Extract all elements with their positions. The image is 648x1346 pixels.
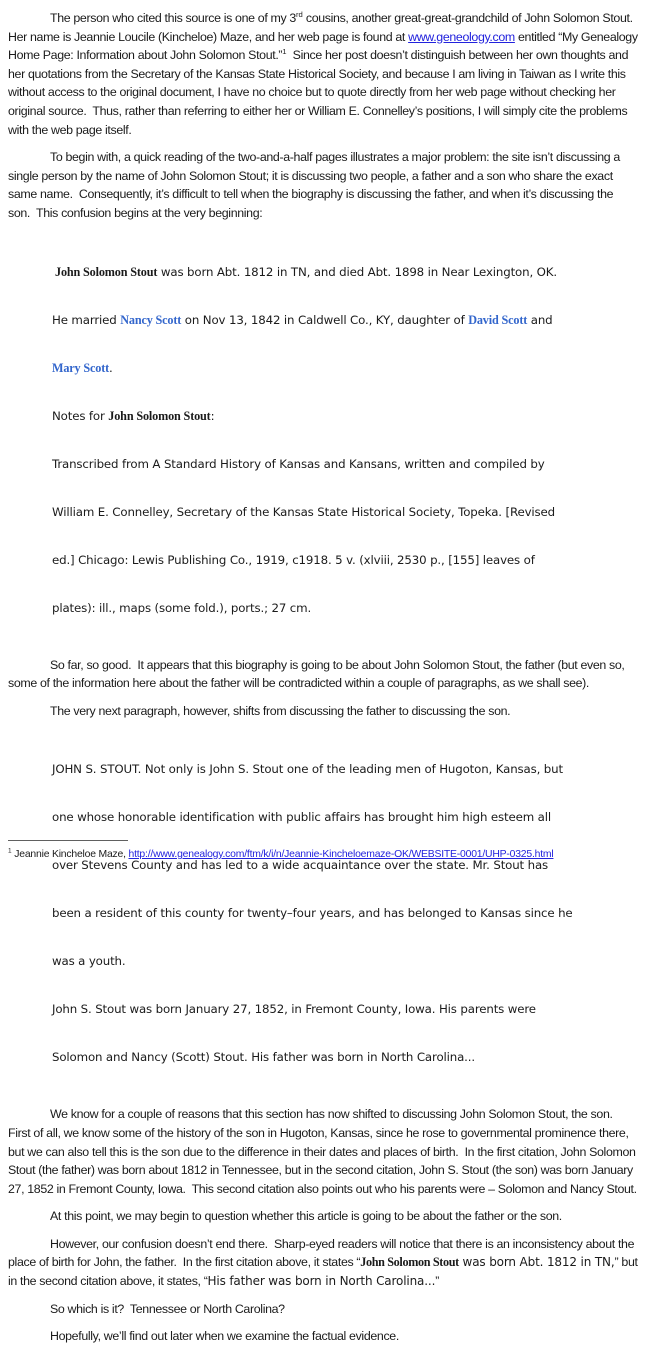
citation-line [52,408,638,424]
footnote-1 [8,848,638,861]
quoted-run-born-tn: was born Abt. 1812 in TN, [458,1255,615,1270]
intro-text-3: entitled “My Genealogy Home Page: Information about John Solomon Stout.” [8,29,641,63]
citation-text: was born Abt. 1812 in TN, and died Abt. 1898 in Near Lexington, OK. [157,264,557,279]
paragraph-question-father-or-son: At this point, we may begin to question whether this article is going to be about the father or the son. [50,1209,562,1224]
geneology-site-link[interactable]: www.geneology.com [408,29,515,44]
citation-line: John S. Stout was born January 27, 1852, in Fremont County, Iowa. His parents were [52,1002,536,1017]
footnote-url-link[interactable]: http://www.genealogy.com/ftm/k/i/n/Jeannie-Kincheloemaze-OK/WEBSITE-0001/UHP-0325.html [128,849,554,860]
intro-text-1: The person who cited this source is one of my 3 [50,11,296,25]
paragraph-which-is-it: So which is it? Tennessee or North Carolina? [50,1301,285,1316]
blockquote-second-citation [52,729,638,1097]
inconsistency-text-2: ” but in the second citation above, it states, “ [8,1255,641,1289]
paragraph-so-far-so-good: So far, so good. It appears that this biography is going to be about John Solomon Stout, the father (but even so, some of the information here about the father will be contradicted within a couple of paragraphs, as we shall see). [8,657,628,691]
person-name-john-solomon-stout: John Solomon Stout [55,264,158,279]
footnote-reference-mark: 1 [282,47,287,57]
citation-line: Transcribed from A Standard History of Kansas and Kansans, written and compiled by [52,456,545,471]
citation-line: over Stevens County and has led to a wide acquaintance over the state. Mr. Stout has [52,858,549,873]
linked-person-david-scott: David Scott [468,312,528,327]
footnote-citation-text: Jeannie Kincheloe Maze, [11,849,129,860]
citation-text: and [527,312,553,327]
paragraph-intro [8,9,641,139]
citation-line: plates): ill., maps (some fold.), ports.; 27 cm. [52,600,312,615]
citation-line: been a resident of this county for twenty–four years, and has belonged to Kansas since he [52,906,573,921]
citation-text: : [210,408,215,423]
ordinal-superscript: rd [295,9,303,19]
footnote-separator [8,840,128,841]
citation-text: He married [52,312,121,327]
citation-text: . [109,360,113,375]
paragraph-problem-overview: To begin with, a quick reading of the two-and-a-half pages illustrates a major problem: the site isn’t discussing a single person by the name of John Solomon Stout; it is discussing two people, a father and a son who share the exact same name. Consequently, it’s difficult to tell when the biography is discussing the father, and when it’s discussing the son. This confusion begins at the very beginning: [8,150,624,220]
citation-line [52,264,638,280]
inconsistency-text-3: ” [435,1274,440,1289]
paragraph-shift-to-son: The very next paragraph, however, shifts from discussing the father to discussing the son. [50,703,511,718]
blockquote-first-citation [52,232,638,648]
paragraph-hopefully: Hopefully, we’ll find out later when we examine the factual evidence. [50,1329,399,1344]
person-name-john-solomon-stout: John Solomon Stout [360,1255,459,1270]
citation-line: one whose honorable identification with public affairs has brought him high esteem all [52,810,551,825]
quoted-run-north-carolina: His father was born in North Carolina... [207,1274,436,1289]
person-name-john-solomon-stout: John Solomon Stout [108,408,211,423]
footnote-number: 1 [8,847,12,855]
citation-line: JOHN S. STOUT. Not only is John S. Stout one of the leading men of Hugoton, Kansas, but [52,762,563,777]
paragraph-inconsistency [8,1235,641,1291]
citation-text: Notes for [52,408,109,423]
linked-person-nancy-scott: Nancy Scott [120,312,182,327]
citation-text: on Nov 13, 1842 in Caldwell Co., KY, daughter of [181,312,469,327]
inconsistency-text-1: However, our confusion doesn’t end there. Sharp-eyed readers will notice that there is an inconsistency about the place of birth for John, the father. In the first citation above, it states “ [8,1236,638,1270]
citation-line: Solomon and Nancy (Scott) Stout. His father was born in North Carolina... [52,1050,475,1065]
intro-text-4: Since her post doesn’t distinguish between her own thoughts and her quotations from the Secretary of the Kansas State Historical Society, and because I am living in Taiwan as I write this without access to the original document, I have no choice but to quote directly from her web page without checking her original source. Thus, rather than referring to either her or William E. Connelley’s positions, I will simply cite the problems with the web page itself. [8,48,632,137]
footnote-area [8,840,638,861]
citation-line [52,360,638,376]
paragraph-reasons-son: We know for a couple of reasons that this section has now shifted to discussing John Solomon Stout, the son. First of all, we know some of the history of the son in Hugoton, Kansas, since he rose to governmental prominence there, but we can also tell this is the son due to the difference in their dates and places of birth. In the first citation, John Solomon Stout (the father) was born about 1812 in Tennessee, but in the second citation, John S. Stout (the son) was born January 27, 1852 in Fremont County, Iowa. This second citation also points out who his parents were – Solomon and Nancy Stout. [8,1107,639,1196]
citation-line: William E. Connelley, Secretary of the Kansas State Historical Society, Topeka. [Revised [52,504,555,519]
citation-line [52,312,638,328]
citation-line: ed.] Chicago: Lewis Publishing Co., 1919, c1918. 5 v. (xlviii, 2530 p., [155] leaves of [52,552,535,567]
citation-line: was a youth. [52,954,126,969]
linked-person-mary-scott: Mary Scott [52,360,110,375]
intro-text-2: cousins, another great-great-grandchild of John Solomon Stout. Her name is Jeannie Loucile (Kincheloe) Maze, and her web page is found at [8,11,639,44]
